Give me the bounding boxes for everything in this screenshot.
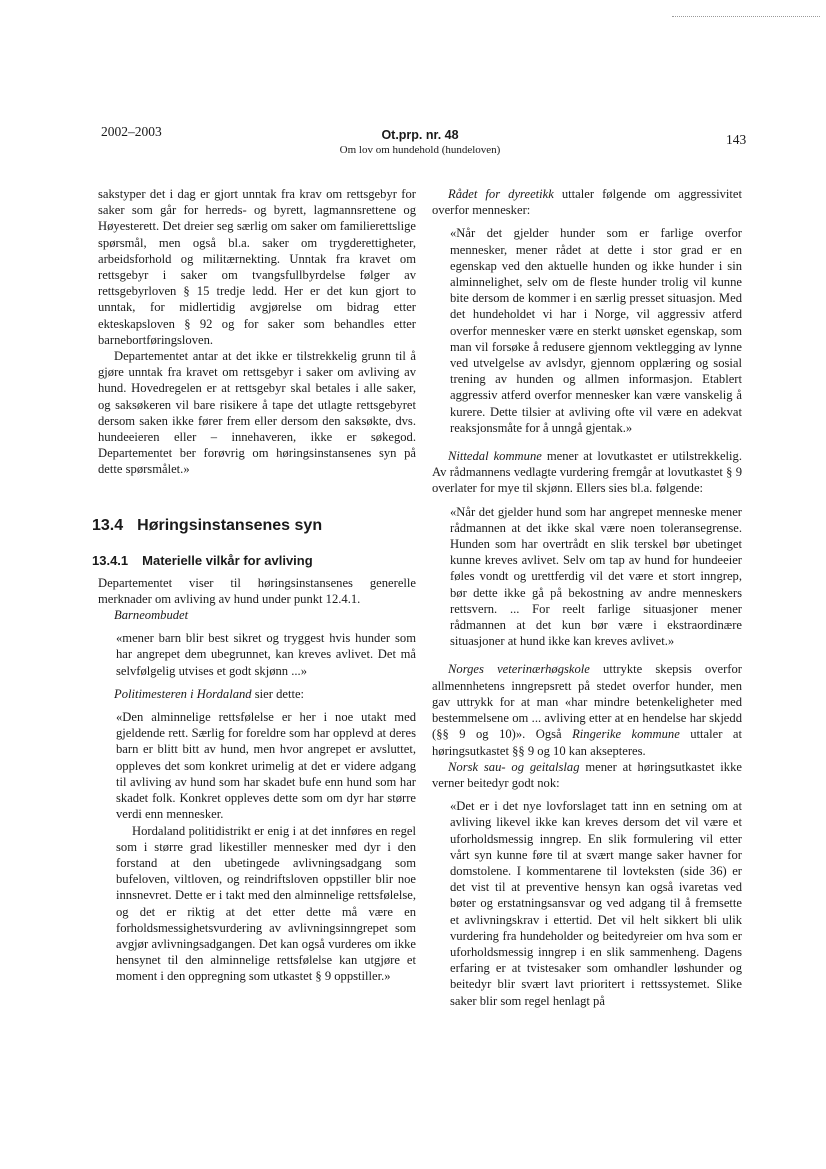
paragraph — [432, 661, 742, 758]
paragraph — [432, 448, 742, 497]
block-quote: «mener barn blir best sikret og tryggest hvis hunder som har angrepet dem ubegrunnet, kan kreves avlivet. Det må selvfølgelig utvises et godt skjønn ...» — [116, 631, 416, 678]
paragraph — [432, 759, 742, 791]
block-quote: «Den alminnelige rettsfølelse er her i noe utakt med gjeldende rett. Særlig for foreldre som har opplevd at deres barn er blitt bitt av hund, men hvor angrepet er avsluttet, oppleves det som konkret urimelig at det er videre adgang til avliving av hund som har skadet bufe enn hund som har skadet folk. Konkret oppleves dette som om dyr har større verdi enn mennesker. — [116, 710, 416, 822]
subsection-title: Materielle vilkår for avliving — [142, 552, 313, 568]
organization-name: Norsk sau- og geitalslag — [448, 759, 580, 774]
organization-name: Rådet for dyreetikk — [448, 187, 554, 201]
header-year: 2002–2003 — [101, 124, 162, 139]
paragraph — [432, 186, 742, 218]
paragraph: Departementet viser til høringsinstansenes generelle merknader om avliving av hund under punkt 12.4.1. — [98, 575, 416, 606]
subsection-number: 13.4.1 — [92, 552, 129, 568]
section-number: 13.4 — [92, 516, 124, 534]
paragraph-text: uttaler følgende om aggressivitet overfor mennesker: — [432, 187, 742, 218]
paragraph-text: sier dette: — [251, 686, 305, 701]
paragraph-text: uttaler at høringsutkastet §§ 9 og 10 kan aksepteres. — [432, 727, 742, 758]
block-quote: «Det er i det nye lovforslaget tatt inn en setning om at avliving likevel ikke kan kreves dersom det vil være et uforholdsmessig inngrep. En slik formulering vil etter vårt syn kunne føre til at svært mange saker havner for domstolene. I kommentarene til lovteksten (side 36) er det vist til at preventive hensyn kan også ivaretas ved bøter og erstatningsansvar og ved adgang til å fremsette et avlivningskrav i ettertid. Det vil helt sikkert bli ulik vurdering fra hundeholder og beitedyreier om hva som er uforholdsmessig inngrep i en slik sammenheng. Dagens erfaring er at tvistesaker som omhandler løshunder og beitedyr blir svært lavt prioritert i rettssystemet. Slike saker blir som regel henlagt på — [450, 799, 742, 1008]
paragraph: sakstyper det i dag er gjort unntak fra krav om rettsgebyr for saker som går for herreds- og byrett, lagmannsrettene og Høyesterett. Det dreier seg særlig om saker om familierettslige spørsmål, men også bl.a. saker om trygderettigheter, arbeidsforhold og militærnekting. Unntak fra kravet om rettsgebyr i saker om tvangsfullbyrdelse følger av rettsgebyrloven § 15 tredje ledd. Her er det kun gjort to unntak, for midlertidig avgjørelse om bidrag etter ekteskapsloven § 92 og for saker som behandles etter barnebortføringsloven. — [98, 187, 416, 347]
section-title: Høringsinstansenes syn — [137, 516, 323, 534]
block-quote: «Når det gjelder hund som har angrepet menneske mener rådmannen at det ikke skal være noen toleransegrense. Hunden som har overtrådt en slik terskel bør ubetinget kunne kreves avlivet. Selv om tap av hund for hundeeier føles vondt og urettferdig vil det være et stort inngrep, bør dette ikke gå på bekostning av andre menneskers rettsvern. ... For reelt farlige situasjoner mener rådmannen at det kun bør være i ekstraordinære situasjoner at hund ikke kan kreves avlivet.» — [450, 504, 742, 649]
section-heading — [92, 516, 416, 536]
organization-name: Nittedal kommune — [448, 449, 542, 464]
page-number: 143 — [726, 132, 747, 147]
document-subtitle: Om lov om hundehold (hundeloven) — [339, 144, 501, 156]
subsection-heading — [92, 552, 416, 569]
scan-dotted-mark — [672, 16, 820, 17]
paragraph-text: mener at høringsutkastet ikke verner beitedyr godt nok: — [432, 759, 742, 790]
paragraph: Departementet antar at det ikke er tilstrekkelig grunn til å gjøre unntak fra kravet om rettsgebyr i saker om avliving av hund. Hovedregelen er at rettsgebyr skal betales i alle saker, og saksøkeren vil bare risikere å tape det utlagte rettsgebyret dersom saken ikke fører frem eller dersom den saksøkte, dvs. hundeeieren eller – innehaveren, ikke er søkegod. Departementet ber forøvrig om høringsinstansenes syn på dette spørsmålet.» — [98, 349, 416, 477]
organization-name: Politimesteren i Hordaland — [114, 686, 252, 701]
right-column — [432, 186, 742, 1009]
organization-name: Norges veterinærhøgskole — [448, 662, 590, 677]
organization-name: Ringerike kommune — [572, 727, 680, 742]
organization-name: Barneombudet — [114, 608, 189, 623]
paragraph-text: uttrykte skepsis overfor allmennhetens inngrepsrett på stedet overfor hunder, men gav uttrykk for at man «har mindre betenkeligheter med bestemmelsene om ... avliving etter at en hendelse har skjedd (§§ 9 og 10)». Også — [432, 662, 742, 742]
paragraph-text: mener at lovutkastet er utilstrekkelig. Av rådmannens vedlagte vurdering fremgår at lovutkastet § 9 overlater for mye til skjønn. Ellers sies bl.a. følgende: — [432, 449, 742, 496]
running-header — [300, 128, 540, 156]
document-title: Ot.prp. nr. 48 — [381, 128, 459, 142]
block-quote: Hordaland politidistrikt er enig i at det innføres en regel som i større grad likestiller mennesker med dyr i den forstand at den ubetingede avlivningsadgang som bufeloven, viltloven, og reindriftsloven oppstiller blir noe innsnevret. Dette er i takt med den alminnelige rettsfølelse, og det er riktig at det etter dette må være en forholdsmessighetsvurdering av avlivningsinngrepet som avgjør avlivningsadgangen. Det kan også vurderes om ikke hensynet til den alminnelige rettsfølelse kan utgjøre et moment i den oppregning som utkastet § 9 oppstiller.» — [116, 823, 416, 984]
block-quote: «Når det gjelder hunder som er farlige overfor mennesker, mener rådet at dette i stor grad er en egenskap ved den aktuelle hunden og ikke hunder i sin alminnelighet, selv om de fleste hunder trolig vil kunne bite dersom de kommer i en særlig presset situasjon. Med det hundeholdet vi har i Norge, vil aggressiv atferd overfor mennesker være en sterkt uønsket egenskap, som man vil forsøke å redusere gjennom vektlegging av lynne ved utvelgelse av avlsdyr, gjennom opplæring og sosial trening av hunden og allmen informasjon. Etablert aggressiv atferd overfor mennesker kan være vanskelig å kurere. Dette tilsier at avliving ofte vil være en adekvat reaksjonsmåte for å unngå gjentak.» — [450, 226, 742, 435]
paragraph — [98, 686, 416, 702]
left-column — [92, 186, 416, 985]
